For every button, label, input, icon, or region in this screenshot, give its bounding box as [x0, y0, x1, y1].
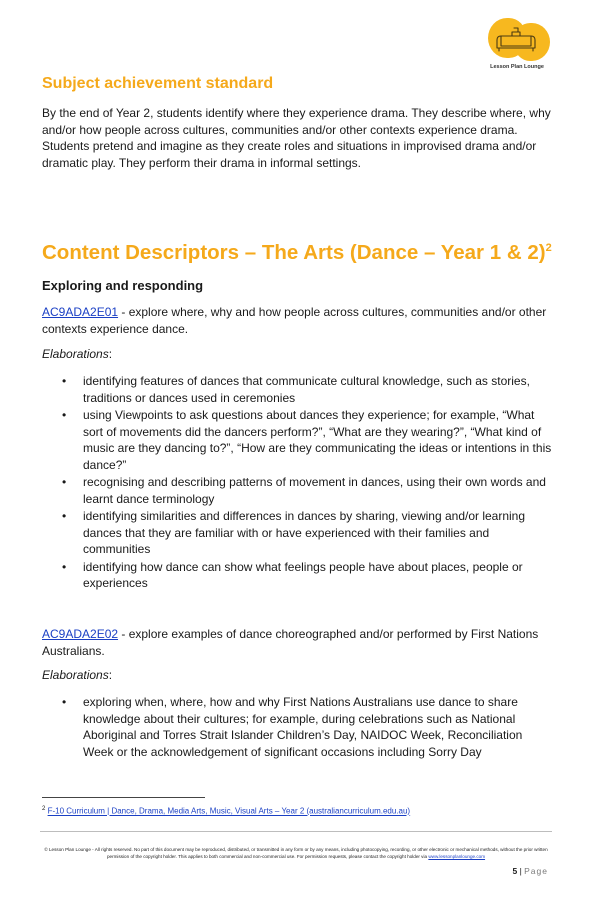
descriptor-2	[42, 626, 552, 659]
section-subheading: Exploring and responding	[42, 278, 204, 293]
descriptor-text: - explore where, why and how people across cultures, communities and/or other contexts experience dance.	[42, 305, 547, 336]
elaborations-label: Elaborations:	[42, 347, 113, 361]
copyright-notice: © Lesson Plan Lounge - All rights reserved. No part of this document may be reproduced, distributed, or transmitted in any form or by any means, including photocopying, recording, or other electronic or mechanical methods, without the prior written permission of the copyright holder. This applies to both commercial and non-commercial use. For permission requests, please contact the copyright holder via www.lessonplanlounge.com	[44, 847, 548, 859]
elaborations-list-1	[42, 373, 554, 593]
list-item: • identifying similarities and differences in dances by sharing, viewing and/or learning dances that they are familiar with or have experienced with their families and communities	[62, 509, 526, 556]
list-item: • identifying features of dances that communicate cultural knowledge, such as stories, traditions or dances used in ceremonies	[62, 374, 530, 405]
descriptor-text: - explore examples of dance choreographed and/or performed by First Nations Australians.	[42, 627, 539, 658]
site-link[interactable]: www.lessonplanlounge.com	[428, 853, 486, 859]
list-item: • identifying how dance can show what feelings people have about places, people or experiences	[62, 559, 523, 590]
content-heading	[42, 241, 552, 265]
footer-divider	[40, 831, 552, 832]
lounge-chair-icon	[484, 18, 550, 62]
logo	[481, 18, 553, 70]
descriptor-1	[42, 304, 552, 337]
list-item: • exploring when, where, how and why First Nations Australians use dance to share knowledge about their cultures; for example, during celebrations such as National Aboriginal and Torres Strait Islander Children’s Day, NAIDOC Week, Reconciliation Week or the acknowledgement of significant occasions including Sorry Day	[62, 695, 523, 759]
footnote-number: 2	[42, 806, 46, 812]
list-item: • using Viewpoints to ask questions about dances they experience; for example, “What sort of movements did the dancers perform?”, “What are they wearing?”, “What kind of music are they dancing to?”, “How are they communicating the ideas or intentions in this dance?”	[62, 408, 552, 472]
subject-paragraph: By the end of Year 2, students identify where they experience drama. They describe where, why and/or how people across cultures, communities and/or other contexts experience drama. Students pretend and imagine as they create roles and situations in improvised drama and/or dramatic play. They perform their drama in informal settings.	[42, 106, 551, 170]
descriptor-code-link[interactable]: AC9ADA2E01	[42, 305, 119, 319]
footnote-ref[interactable]: 2	[545, 242, 552, 255]
subject-heading: Subject achievement standard	[42, 75, 274, 92]
elaborations-list-2	[42, 694, 554, 761]
content-heading-text: Content Descriptors – The Arts (Dance – Year 1 & 2)	[42, 241, 546, 264]
footnote	[42, 806, 410, 816]
footnote-divider	[42, 797, 205, 798]
logo-text: Lesson Plan Lounge	[490, 64, 544, 70]
footnote-link[interactable]: F-10 Curriculum | Dance, Drama, Media Arts, Music, Visual Arts – Year 2 (australiancurriculum.edu.au)	[47, 806, 411, 816]
elaborations-label: Elaborations:	[42, 668, 113, 682]
descriptor-code-link[interactable]: AC9ADA2E02	[42, 627, 119, 641]
page-number: 5 | Page	[512, 866, 548, 876]
list-item: • recognising and describing patterns of movement in dances, using their own words and learnt dance terminology	[62, 475, 546, 506]
